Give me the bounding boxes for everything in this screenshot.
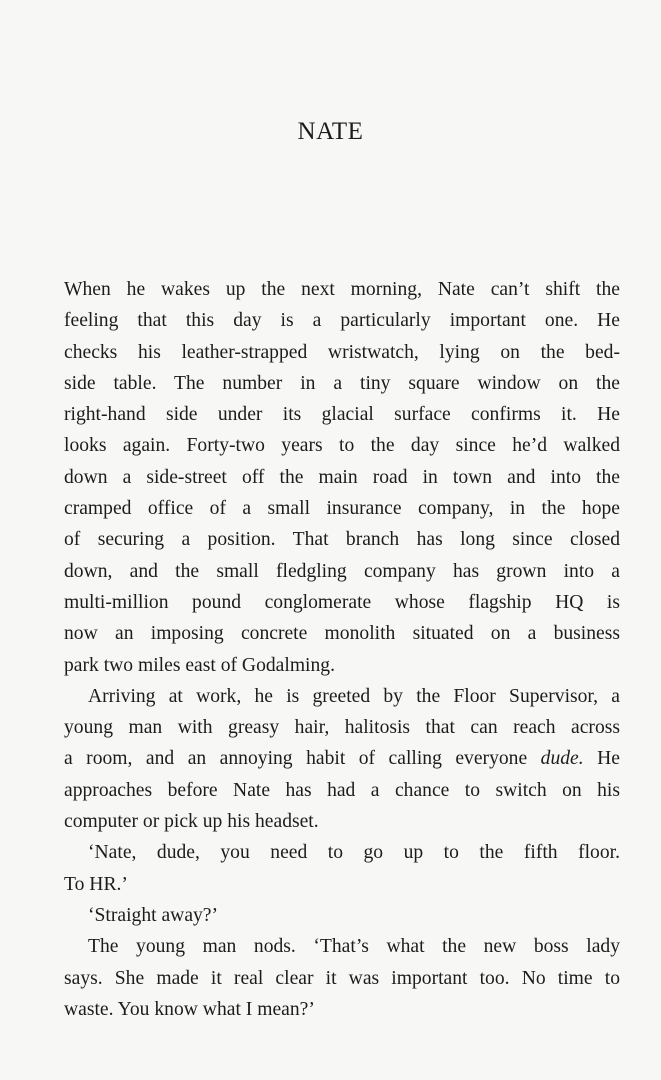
text-line: approaches before Nate has had a chance to switch on his: [64, 779, 620, 801]
chapter-title: NATE: [297, 118, 364, 145]
body-text: [64, 274, 620, 1025]
text-line: looks again. Forty-two years to the day since he’d walked: [64, 435, 620, 457]
italic-word: dude.: [540, 748, 584, 770]
text-line: side table. The number in a tiny square window on the: [64, 372, 620, 394]
text-segment: He: [583, 748, 620, 770]
text-line: multi-million pound conglomerate whose flagship HQ is: [64, 591, 620, 613]
text-line: right-hand side under its glacial surface confirms it. He: [64, 404, 620, 426]
text-line: of securing a position. That branch has long since closed: [64, 529, 620, 551]
text-line: park two miles east of Godalming.: [64, 654, 335, 676]
text-line: cramped office of a small insurance company, in the hope: [64, 498, 620, 520]
text-line: waste. You know what I mean?’: [64, 998, 315, 1020]
text-line: The young man nods. ‘That’s what the new boss lady: [88, 936, 620, 958]
text-line: ‘Nate, dude, you need to go up to the fifth floor.: [88, 842, 620, 864]
text-line: When he wakes up the next morning, Nate can’t shift the: [64, 279, 620, 300]
text-line: feeling that this day is a particularly important one. He: [64, 310, 620, 332]
text-line: down a side-street off the main road in town and into the: [64, 466, 620, 488]
text-line: computer or pick up his headset.: [64, 811, 319, 833]
text-line: now an imposing concrete monolith situated on a business: [64, 623, 620, 645]
text-line: [64, 743, 620, 774]
text-line: Arriving at work, he is greeted by the Floor Supervisor, a: [88, 685, 620, 707]
text-line: down, and the small fledgling company has grown into a: [64, 560, 620, 582]
text-line: ‘Straight away?’: [88, 904, 219, 926]
text-line: says. She made it real clear it was important too. No time to: [64, 967, 620, 989]
text-line: young man with greasy hair, halitosis that can reach across: [64, 717, 620, 739]
text-line: To HR.’: [64, 873, 128, 895]
text-segment: a room, and an annoying habit of calling everyone: [64, 748, 541, 770]
text-line: checks his leather-strapped wristwatch, lying on the bed-: [64, 341, 620, 363]
